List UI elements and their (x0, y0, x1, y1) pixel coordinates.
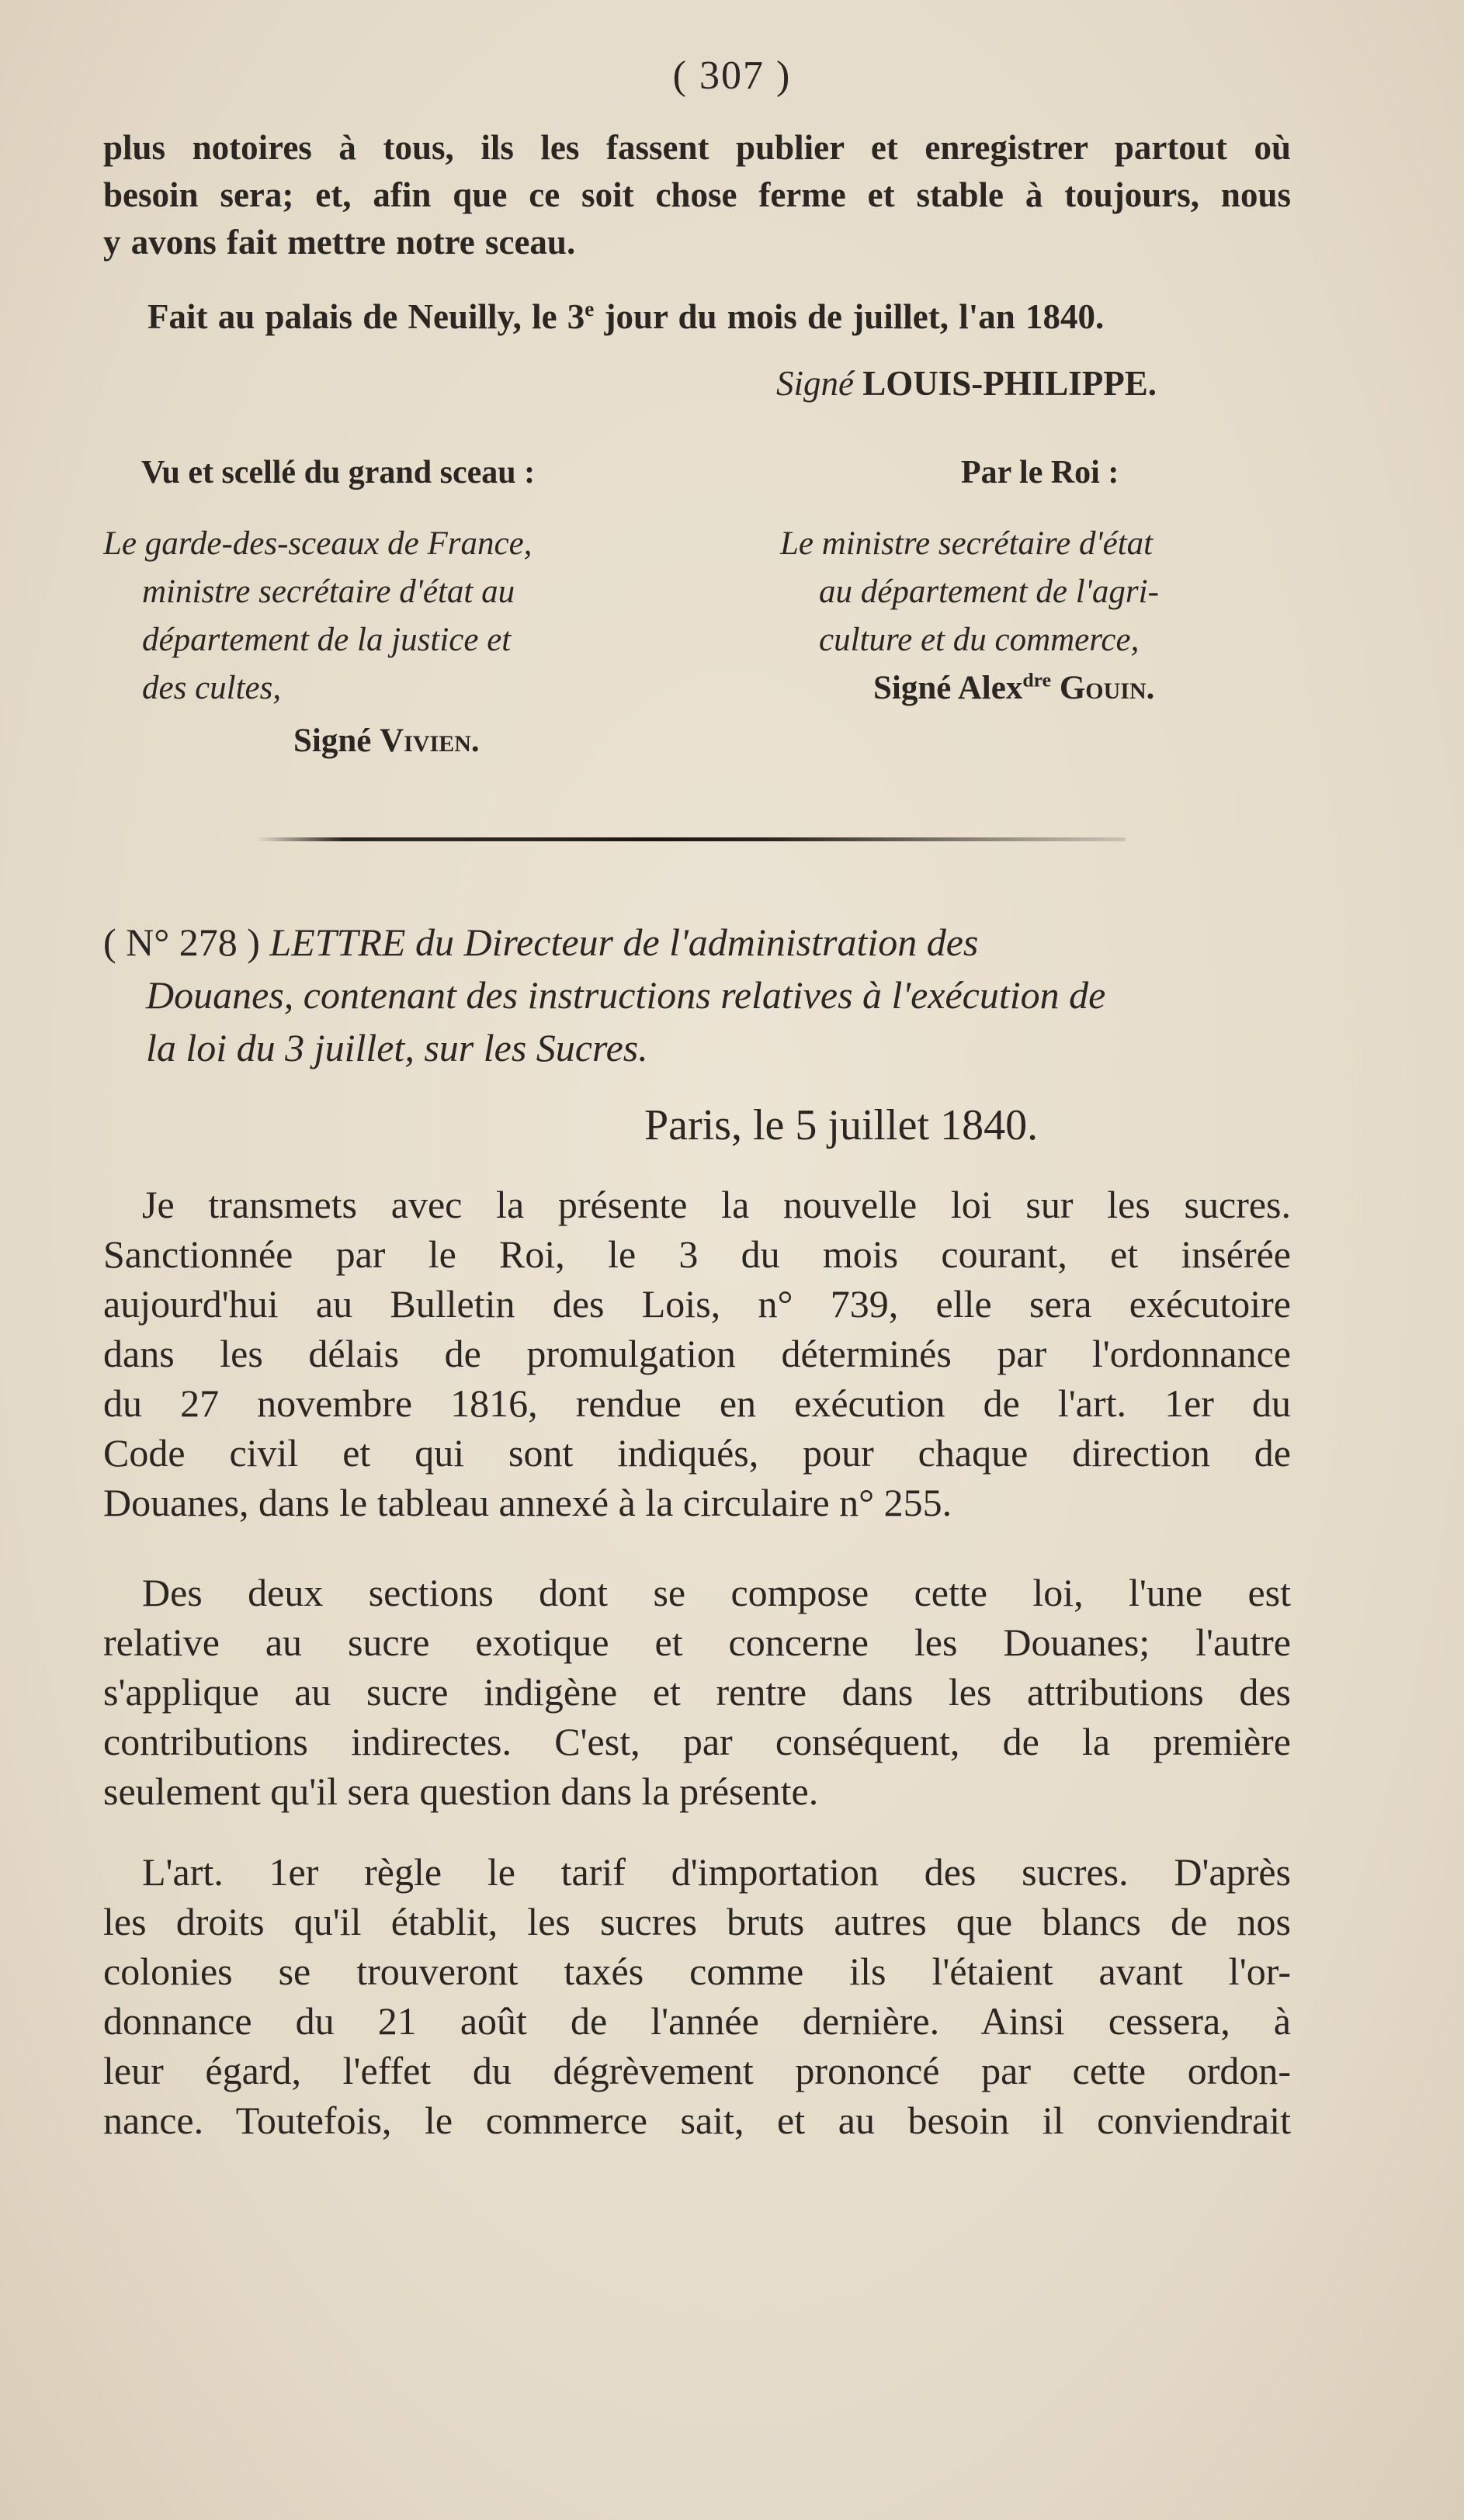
paragraph-line: Je transmets avec la présente la nouvelle loi sur les sucres. (142, 1183, 1291, 1226)
paragraph-line: aujourd'hui au Bulletin des Lois, n° 739, elle sera exécutoire (103, 1282, 1291, 1326)
title-number: ( N° 278 ) (103, 920, 260, 964)
title-line-3: la loi du 3 juillet, sur les Sucres. (146, 1026, 648, 1069)
paragraph-1 (103, 1180, 1291, 1527)
paragraph-line: donnance du 21 août de l'année dernière. Ainsi cessera, à (103, 1999, 1291, 2043)
king-name: LOUIS-PHILIPPE. (862, 364, 1157, 403)
paragraph-line: contributions indirectes. C'est, par conséquent, de la première (103, 1720, 1291, 1763)
paragraph-line: Code civil et qui sont indiqués, pour chaque direction de (103, 1431, 1291, 1475)
fait-text: Fait au palais de Neuilly, le 3 (147, 297, 585, 336)
left-signature-prefix: Signé (293, 723, 372, 759)
paragraph-line: Des deux sections dont se compose cette loi, l'une est (142, 1571, 1291, 1614)
paragraph-line: s'applique au sucre indigène et rentre dans les attributions des (103, 1670, 1291, 1714)
paragraph-line: seulement qu'il sera question dans la présente. (103, 1770, 819, 1813)
right-column (780, 520, 1292, 712)
left-column-line: des cultes, (142, 670, 282, 706)
left-column-line: département de la justice et (142, 622, 512, 658)
intro-paragraph (103, 124, 1291, 266)
paragraph-line: Sanctionnée par le Roi, le 3 du mois courant, et insérée (103, 1232, 1291, 1276)
paragraph-line: nance. Toutefois, le commerce sait, et au besoin il conviendrait (103, 2099, 1291, 2142)
right-signature-sup: dre (1022, 668, 1052, 692)
paragraph-line: relative au sucre exotique et concerne les Douanes; l'autre (103, 1620, 1291, 1664)
right-signature-prefix: Signé Alex (873, 670, 1023, 706)
paragraph-line: L'art. 1er règle le tarif d'importation des sucres. D'après (142, 1850, 1291, 1894)
paragraph-line: Douanes, dans le tableau annexé à la circulaire n° 255. (103, 1481, 952, 1524)
document-title (103, 916, 1291, 1074)
right-signature-name: Gouin. (1059, 670, 1155, 706)
left-signature (103, 717, 639, 765)
paragraph-3 (103, 1847, 1291, 2145)
intro-line: y avons fait mettre notre sceau. (103, 223, 576, 262)
title-line-2: Douanes, contenant des instructions relatives à l'exécution de (146, 973, 1106, 1017)
right-signature (780, 664, 1292, 712)
left-signature-name: Vivien. (380, 723, 480, 759)
paragraph-line: dans les délais de promulgation déterminés par l'ordonnance (103, 1332, 1291, 1375)
left-column (103, 520, 639, 765)
right-column-line: Le ministre secrétaire d'état (780, 525, 1154, 562)
king-signe: Signé (776, 364, 854, 403)
paragraph-line: leur égard, l'effet du dégrèvement prononcé par cette ordon- (103, 2049, 1291, 2092)
dateline: Paris, le 5 juillet 1840. (644, 1101, 1039, 1149)
right-column-line: au département de l'agri- (819, 574, 1159, 610)
section-divider (256, 837, 1126, 841)
title-text-1: LETTRE du Directeur de l'administration des (269, 920, 979, 964)
title-line-1 (103, 916, 1291, 969)
intro-line: plus notoires à tous, ils les fassent publier et enregistrer partout où (103, 128, 1291, 167)
intro-line: besoin sera; et, afin que ce soit chose ferme et stable à toujours, nous (103, 175, 1291, 214)
left-column-line: Le garde-des-sceaux de France, (103, 525, 533, 562)
paragraph-line: colonies se trouveront taxés comme ils l'étaient avant l'or- (103, 1950, 1291, 1993)
fait-rest: jour du mois de juillet, l'an 1840. (594, 297, 1105, 336)
right-column-heading: Par le Roi : (961, 455, 1119, 490)
paragraph-line: les droits qu'il établit, les sucres bruts autres que blancs de nos (103, 1900, 1291, 1943)
right-column-line: culture et du commerce, (819, 622, 1140, 658)
fait-superscript: e (585, 297, 595, 321)
paragraph-line: du 27 novembre 1816, rendue en exécution de l'art. 1er du (103, 1381, 1291, 1425)
king-signature (776, 363, 1157, 404)
paragraph-2 (103, 1568, 1291, 1816)
left-column-heading: Vu et scellé du grand sceau : (141, 455, 536, 490)
left-column-line: ministre secrétaire d'état au (142, 574, 515, 610)
fait-line (147, 293, 1335, 341)
page-number: ( 307 ) (672, 54, 792, 98)
